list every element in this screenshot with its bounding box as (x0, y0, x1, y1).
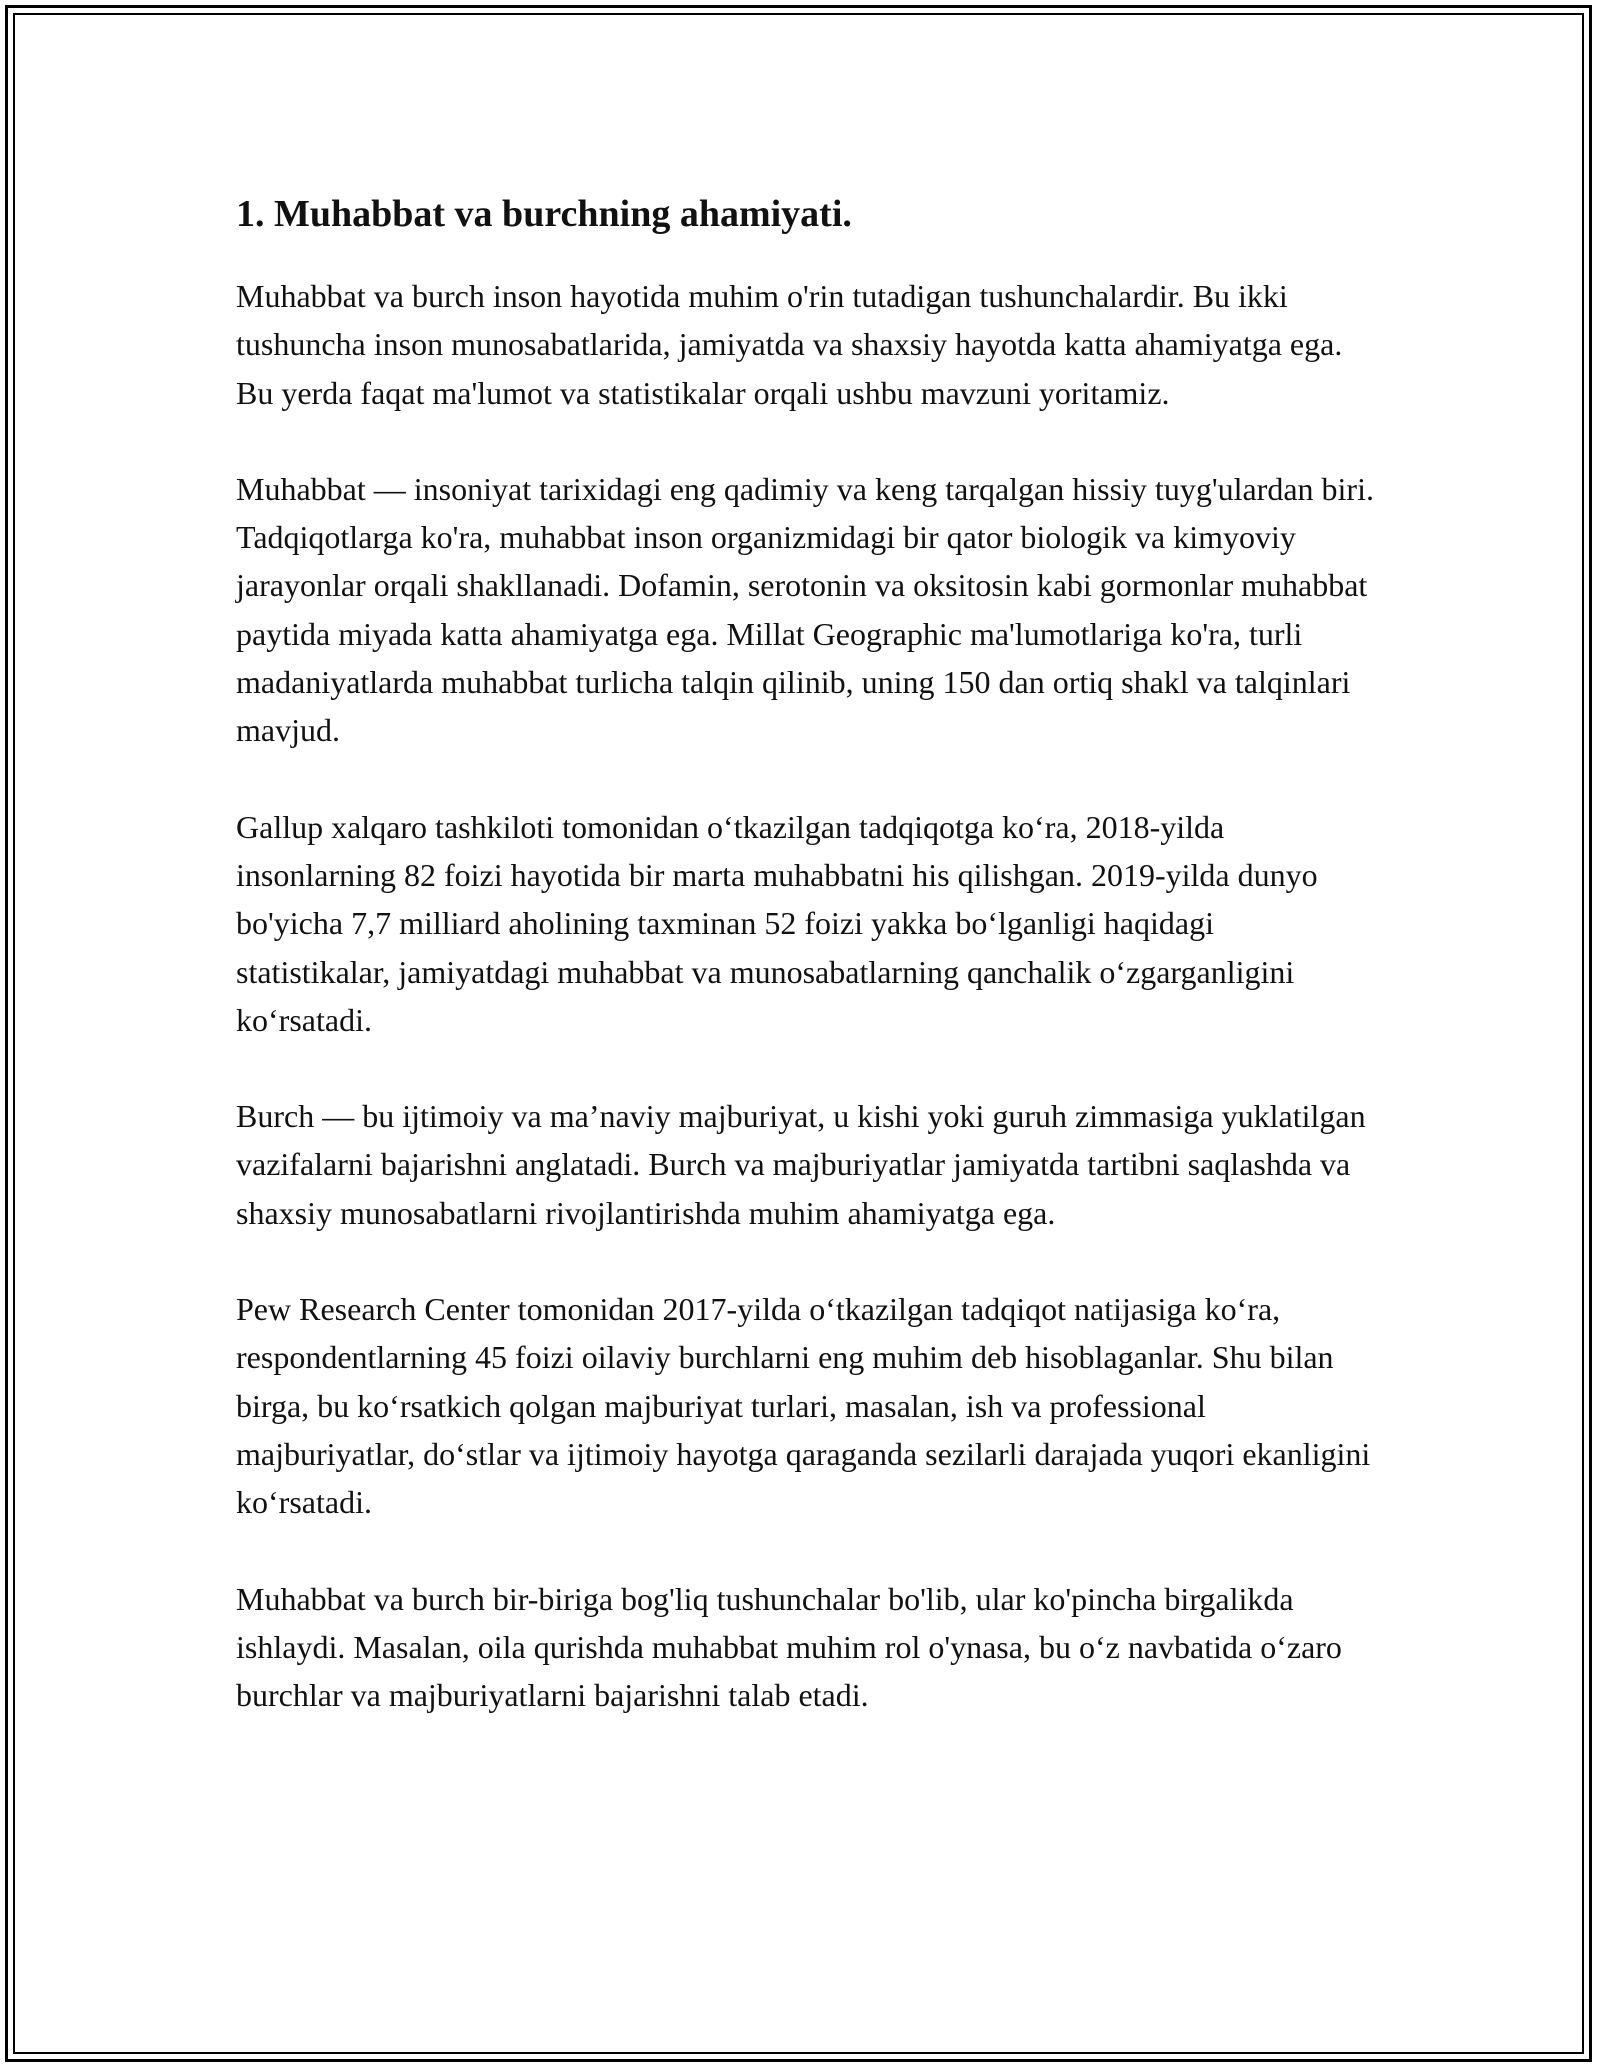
document-body (236, 184, 1376, 1767)
section-heading: 1. Muhabbat va burchning ahamiyati. (236, 193, 852, 235)
paragraph-gallup-statistics: Gallup xalqaro tashkiloti tomonidan o‘tkazilgan tadqiqotga ko‘ra, 2018-yilda insonlarning 82 foizi hayotida bir marta muhabbatni his qilishgan. 2019-yilda dunyo bo'yicha 7,7 milliard aholining taxminan 52 foizi yakka bo‘lganligi haqidagi statistikalar, jamiyatdagi muhabbat va munosabatlarning qanchalik o‘zgarganligini ko‘rsatadi. (236, 808, 1318, 1038)
paragraph-pew-statistics: Pew Research Center tomonidan 2017-yilda o‘tkazilgan tadqiqot natijasiga ko‘ra, respondentlarning 45 foizi oilaviy burchlarni eng muhim deb hisoblaganlar. Shu bilan birga, bu ko‘rsatkich qolgan majburiyat turlari, masalan, ish va professional majburiyatlar, do‘stlar va ijtimoiy hayotga qaraganda sezilarli darajada yuqori ekanligini ko‘rsatadi. (236, 1291, 1371, 1521)
paragraph-conclusion: Muhabbat va burch bir-biriga bog'liq tushunchalar bo'lib, ular ko'pincha birgalikda ishlaydi. Masalan, oila qurishda muhabbat muhim rol o'ynasa, bu o‘z navbatida o‘zaro burchlar va majburiyatlarni bajarishni talab etadi. (236, 1580, 1342, 1714)
paragraph-intro: Muhabbat va burch inson hayotida muhim o'rin tutadigan tushunchalardir. Bu ikki tushuncha inson munosabatlarida, jamiyatda va shaxsiy hayotda katta ahamiyatga ega. Bu yerda faqat ma'lumot va statistikalar orqali ushbu mavzuni yoritamiz. (236, 278, 1343, 411)
paragraph-duty-definition: Burch — bu ijtimoiy va ma’naviy majburiyat, u kishi yoki guruh zimmasiga yuklatilgan vazifalarni bajarishni anglatadi. Burch va majburiyatlar jamiyatda tartibni saqlashda va shaxsiy munosabatlarni rivojlantirishda muhim ahamiyatga ega. (236, 1098, 1366, 1231)
paragraph-love-definition: Muhabbat — insoniyat tarixidagi eng qadimiy va keng tarqalgan hissiy tuyg'ulardan biri. Tadqiqotlarga ko'ra, muhabbat inson organizmidagi bir qator biologik va kimyoviy jarayonlar orqali shakllanadi. Dofamin, serotonin va oksitosin kabi gormonlar muhabbat paytida miyada katta ahamiyatga ega. Millat Geographic ma'lumotlariga ko'ra, turli madaniyatlarda muhabbat turlicha talqin qilinib, uning 150 dan ortiq shakl va talqinlari mavjud. (236, 470, 1374, 749)
